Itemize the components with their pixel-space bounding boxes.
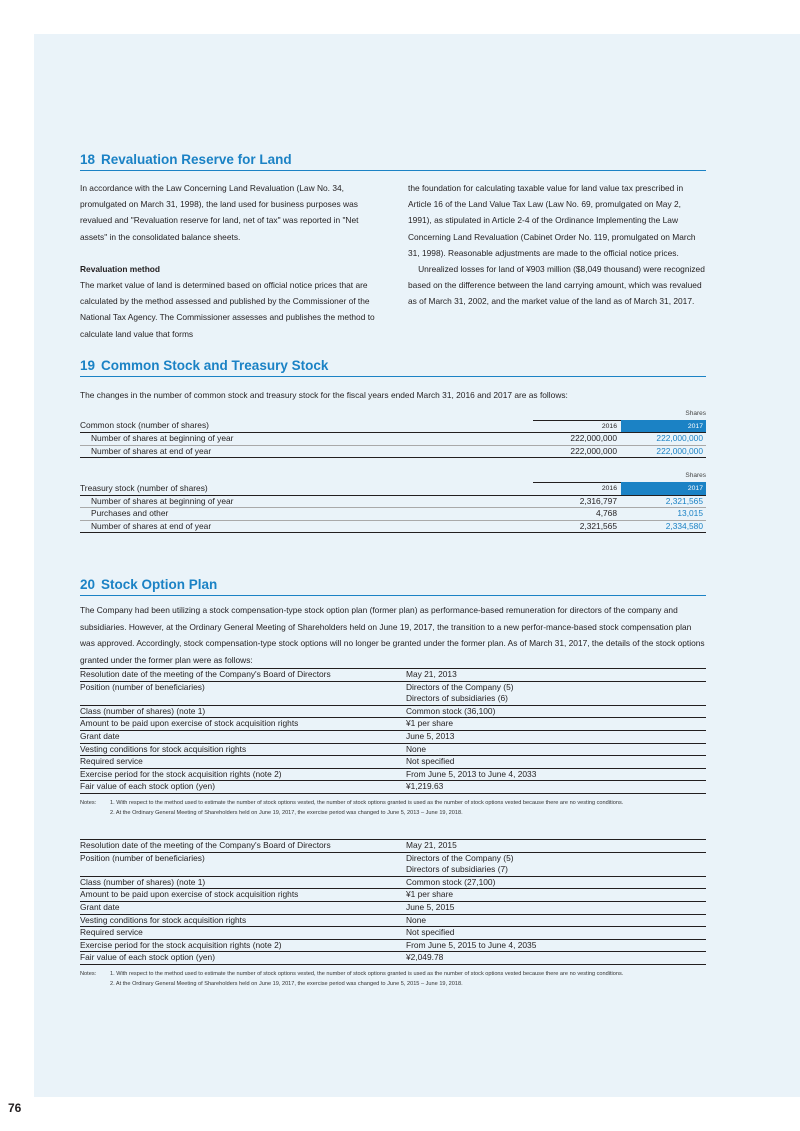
table-row: Required service Not specified xyxy=(80,927,706,940)
section-19-title: 19 Common Stock and Treasury Stock xyxy=(80,358,706,377)
table-row: Vesting conditions for stock acquisition rights None xyxy=(80,914,706,927)
value-2017: 13,015 xyxy=(621,508,706,521)
table-row: Fair value of each stock option (yen) ¥1,219.63 xyxy=(80,781,706,794)
section-20-title: 20 Stock Option Plan xyxy=(80,577,706,596)
notes-2015: Notes: 1. With respect to the method used to estimate the number of stock options vested, the number of stock options granted is used as the number of stock options vested because there are no vesting conditions. 2. At the Ordinary General Meeting of Shareholders held on June 19, 2017, the exercise period was changed to June 5, 2015 – June 19, 2018. xyxy=(80,970,624,987)
year-2016-header: 2016 xyxy=(533,420,621,433)
year-2016-header: 2016 xyxy=(533,483,621,496)
page-number: 76 xyxy=(8,1101,22,1115)
value-2016: 222,000,000 xyxy=(533,445,621,458)
value-2017: 222,000,000 xyxy=(621,433,706,446)
table-header-label: Common stock (number of shares) xyxy=(80,420,533,433)
table-row: Class (number of shares) (note 1) Common stock (27,100) xyxy=(80,876,706,889)
treasury-stock-table xyxy=(80,482,706,533)
table-row: Exercise period for the stock acquisition rights (note 2) From June 5, 2013 to June 4, 2033 xyxy=(80,768,706,781)
row-label: Number of shares at beginning of year xyxy=(80,433,533,446)
table-row: Vesting conditions for stock acquisition rights None xyxy=(80,743,706,756)
value-2017: 2,321,565 xyxy=(621,495,706,508)
table-row: Exercise period for the stock acquisition rights (note 2) From June 5, 2015 to June 4, 2035 xyxy=(80,939,706,952)
year-2017-header: 2017 xyxy=(621,420,706,433)
value-2016: 2,321,565 xyxy=(533,520,621,533)
table-row: Position (number of beneficiaries) Directors of the Company (5) Directors of subsidiaries (6) xyxy=(80,681,706,705)
value-2016: 222,000,000 xyxy=(533,433,621,446)
table-row: Fair value of each stock option (yen) ¥2,049.78 xyxy=(80,952,706,965)
table-row: Grant date June 5, 2015 xyxy=(80,901,706,914)
table-row: Required service Not specified xyxy=(80,756,706,769)
stock-option-table-2015 xyxy=(80,839,706,965)
row-label: Purchases and other xyxy=(80,508,533,521)
table-row: Resolution date of the meeting of the Company's Board of Directors May 21, 2015 xyxy=(80,839,706,852)
sub-heading: Revaluation method xyxy=(80,263,161,274)
section-stock-option-plan xyxy=(80,577,706,989)
notes-2013: Notes: 1. With respect to the method used to estimate the number of stock options vested, the number of stock options granted is used as the number of stock options vested because there are no vesting conditions. 2. At the Ordinary General Meeting of Shareholders held on June 19, 2017, the exercise period was changed to June 5, 2013 – June 19, 2018. xyxy=(80,799,624,816)
value-2017: 222,000,000 xyxy=(621,445,706,458)
section-18-title: 18 Revaluation Reserve for Land xyxy=(80,152,706,171)
paragraph: Unrealized losses for land of ¥903 million ($8,049 thousand) were recognized based on the difference between the land carrying amount, which was revalued as of March 31, 2002, and the market value of the land as of March 31, 2017. xyxy=(408,264,705,307)
year-2017-header: 2017 xyxy=(621,483,706,496)
table-row: Class (number of shares) (note 1) Common stock (36,100) xyxy=(80,705,706,718)
row-label: Number of shares at end of year xyxy=(80,445,533,458)
section-common-stock xyxy=(80,358,706,533)
section-19-intro: The changes in the number of common stock and treasury stock for the fiscal years ended March 31, 2016 and 2017 are as follows: xyxy=(80,390,568,400)
table-header-label: Treasury stock (number of shares) xyxy=(80,483,533,496)
value-2017: 2,334,580 xyxy=(621,520,706,533)
unit-label: Shares xyxy=(685,472,706,479)
paragraph: the foundation for calculating taxable value for land value tax prescribed in Article 16 of the Land Value Tax Law (Law No. 69, promulgated on May 2, 1991), as stipulated in Article 2-4 of the Ordinance Implementing the Law Concerning Land Revaluation (Cabinet Order No. 119, promulgated on March 31, 1998). Reasonable adjustments are made to the official notice prices. xyxy=(408,183,696,258)
table-row: Resolution date of the meeting of the Company's Board of Directors May 21, 2013 xyxy=(80,669,706,682)
table-row: Position (number of beneficiaries) Directors of the Company (5) Directors of subsidiaries (7) xyxy=(80,852,706,876)
common-stock-table xyxy=(80,420,706,459)
value-2016: 2,316,797 xyxy=(533,495,621,508)
section-20-intro: The Company had been utilizing a stock compensation-type stock option plan (former plan) as performance-based remuneration for directors of the company and subsidiaries. However, at the Ordinary General Meeting of Shareholders held on June 19, 2017, the transition to a new perfor-mance-based stock compensation plan was approved. Accordingly, stock compensation-type stock options will no longer be granted under the former plan. As of March 31, 2017, the details of the stock options granted under the former plan were as follows: xyxy=(80,605,705,665)
paragraph: In accordance with the Law Concerning Land Revaluation (Law No. 34, promulgated on March 31, 1998), the land used for business purposes was revalued and "Revaluation reserve for land, net of tax" was reported in "Net assets" in the consolidated balance sheets. xyxy=(80,183,359,242)
section-18-left-column xyxy=(80,180,378,342)
paragraph: The market value of land is determined based on official notice prices that are calculated by the method assessed and published by the Commissioner of the National Tax Agency. The Commissioner assesses and publishes the method to calculate land value that forms xyxy=(80,280,375,339)
row-label: Number of shares at end of year xyxy=(80,520,533,533)
table-row: Amount to be paid upon exercise of stock acquisition rights ¥1 per share xyxy=(80,718,706,731)
row-label: Number of shares at beginning of year xyxy=(80,495,533,508)
value-2016: 4,768 xyxy=(533,508,621,521)
table-row: Amount to be paid upon exercise of stock acquisition rights ¥1 per share xyxy=(80,889,706,902)
section-18-right-column xyxy=(408,180,706,342)
table-row: Grant date June 5, 2013 xyxy=(80,730,706,743)
unit-label: Shares xyxy=(685,409,706,417)
section-revaluation-reserve xyxy=(80,152,706,342)
stock-option-table-2013 xyxy=(80,668,706,794)
